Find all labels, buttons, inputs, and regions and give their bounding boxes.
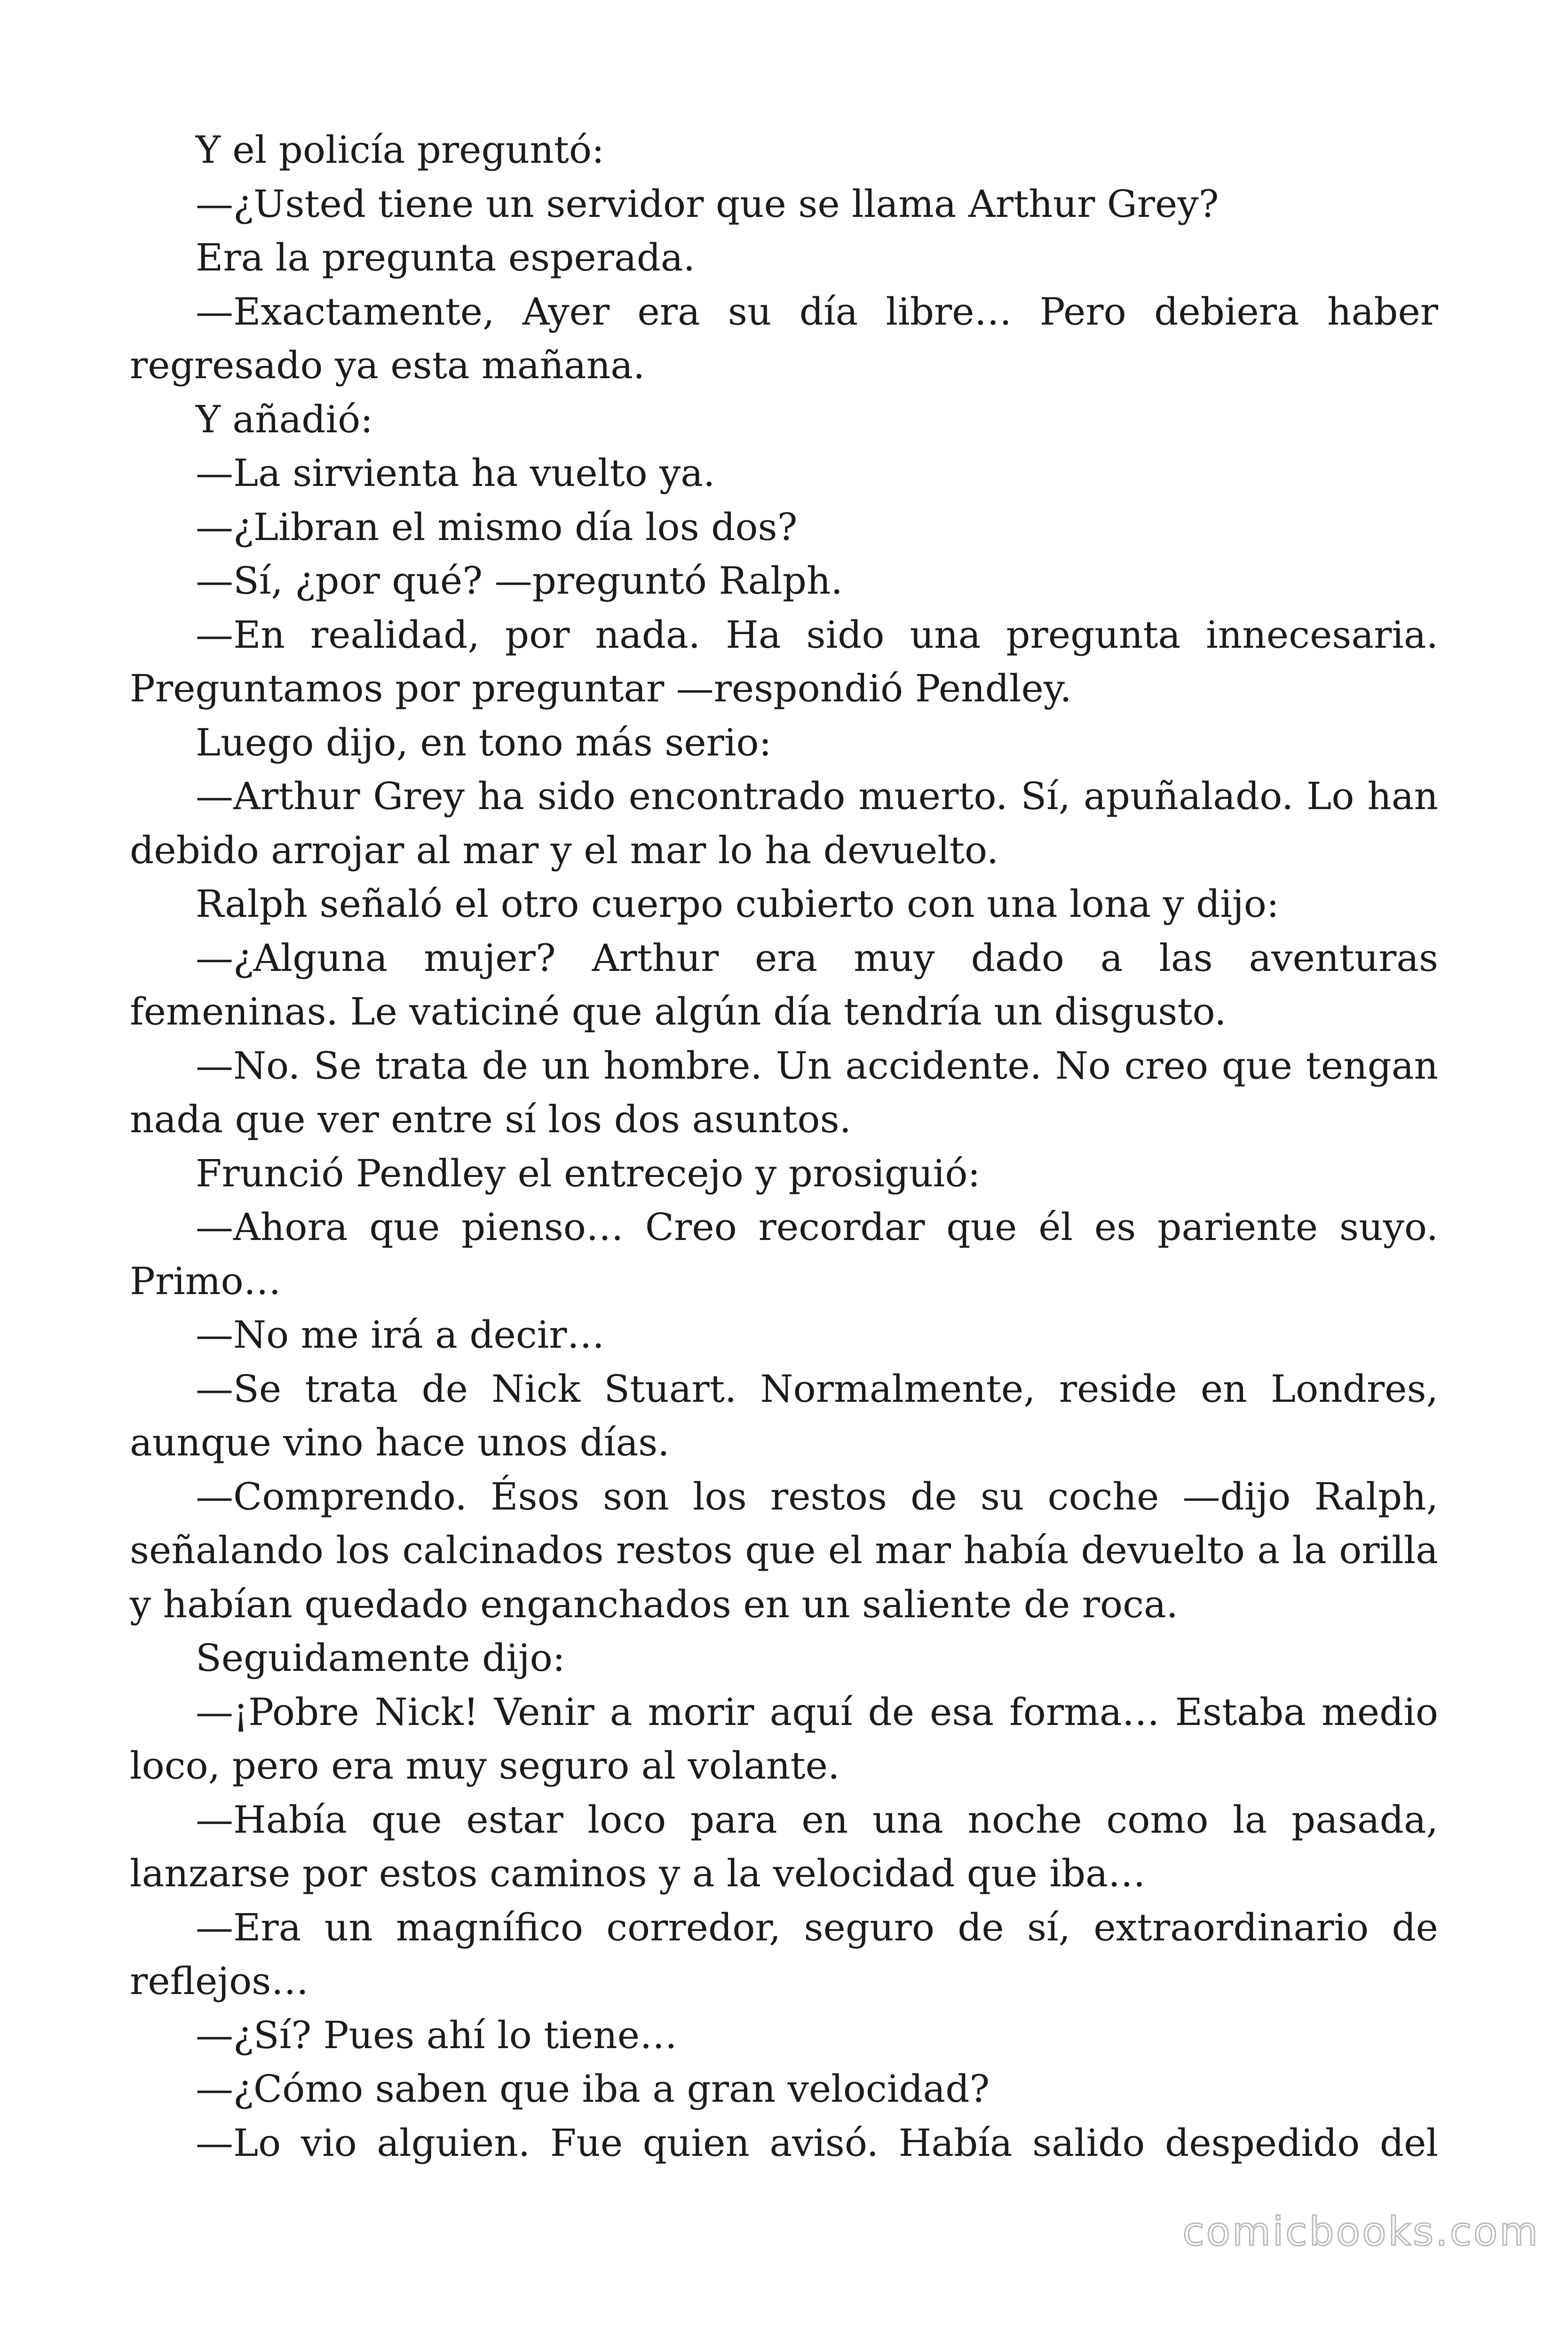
paragraph: —No me irá a decir… — [196, 1313, 605, 1357]
paragraph: —En realidad, por nada. Ha sido una pregunta innecesaria. Preguntamos por preguntar —respondió Pendley. — [130, 612, 1438, 710]
paragraph: —¿Sí? Pues ahí lo tiene… — [196, 2013, 678, 2057]
paragraph: —¿Cómo saben que iba a gran velocidad? — [196, 2067, 990, 2111]
paragraph: —La sirvienta ha vuelto ya. — [196, 451, 715, 495]
paragraph: —Había que estar loco para en una noche como la pasada, lanzarse por estos caminos y a la velocidad que iba… — [130, 1797, 1438, 1895]
watermark: comicbooks.com — [1182, 2209, 1540, 2255]
paragraph: —¿Libran el mismo día los dos? — [196, 505, 798, 549]
paragraph: Era la pregunta esperada. — [196, 236, 696, 279]
paragraph: —Era un magnífico corredor, seguro de sí, extraordinario de reflejos… — [130, 1905, 1438, 2003]
paragraph: —Sí, ¿por qué? —preguntó Ralph. — [196, 559, 843, 603]
paragraph: Luego dijo, en tono más serio: — [196, 720, 772, 764]
paragraph: —¿Usted tiene un servidor que se llama Arthur Grey? — [196, 182, 1219, 226]
paragraph: Ralph señaló el otro cuerpo cubierto con una lona y dijo: — [196, 882, 1279, 926]
paragraph: —Se trata de Nick Stuart. Normalmente, reside en Londres, aunque vino hace unos días. — [130, 1367, 1438, 1464]
paragraph: Seguidamente dijo: — [196, 1636, 565, 1680]
paragraph: Y añadió: — [196, 397, 373, 441]
paragraph: —No. Se trata de un hombre. Un accidente. No creo que tengan nada que ver entre sí los dos asuntos. — [130, 1043, 1438, 1141]
paragraph: —Exactamente, Ayer era su día libre… Pero debiera haber regresado ya esta mañana. — [130, 289, 1438, 387]
paragraph: Y el policía preguntó: — [196, 128, 604, 172]
paragraph: Frunció Pendley el entrecejo y prosiguió: — [196, 1151, 981, 1195]
paragraph: —¡Pobre Nick! Venir a morir aquí de esa forma… Estaba medio loco, pero era muy seguro al volante. — [130, 1690, 1438, 1788]
paragraph: —Ahora que pienso… Creo recordar que él es pariente suyo. Primo… — [130, 1205, 1438, 1303]
paragraph-continued: —Lo vio alguien. Fue quien avisó. Había salido despedido del — [196, 2121, 1438, 2165]
book-page-text — [130, 123, 1438, 2170]
paragraph: —Comprendo. Ésos son los restos de su coche —dijo Ralph, señalando los calcinados restos que el mar había devuelto a la orilla y habían quedado enganchados en un saliente de roca. — [130, 1474, 1438, 1626]
paragraph: —¿Alguna mujer? Arthur era muy dado a las aventuras femeninas. Le vaticiné que algún día tendría un disgusto. — [130, 936, 1438, 1033]
paragraph: —Arthur Grey ha sido encontrado muerto. Sí, apuñalado. Lo han debido arrojar al mar y el mar lo ha devuelto. — [130, 774, 1438, 872]
